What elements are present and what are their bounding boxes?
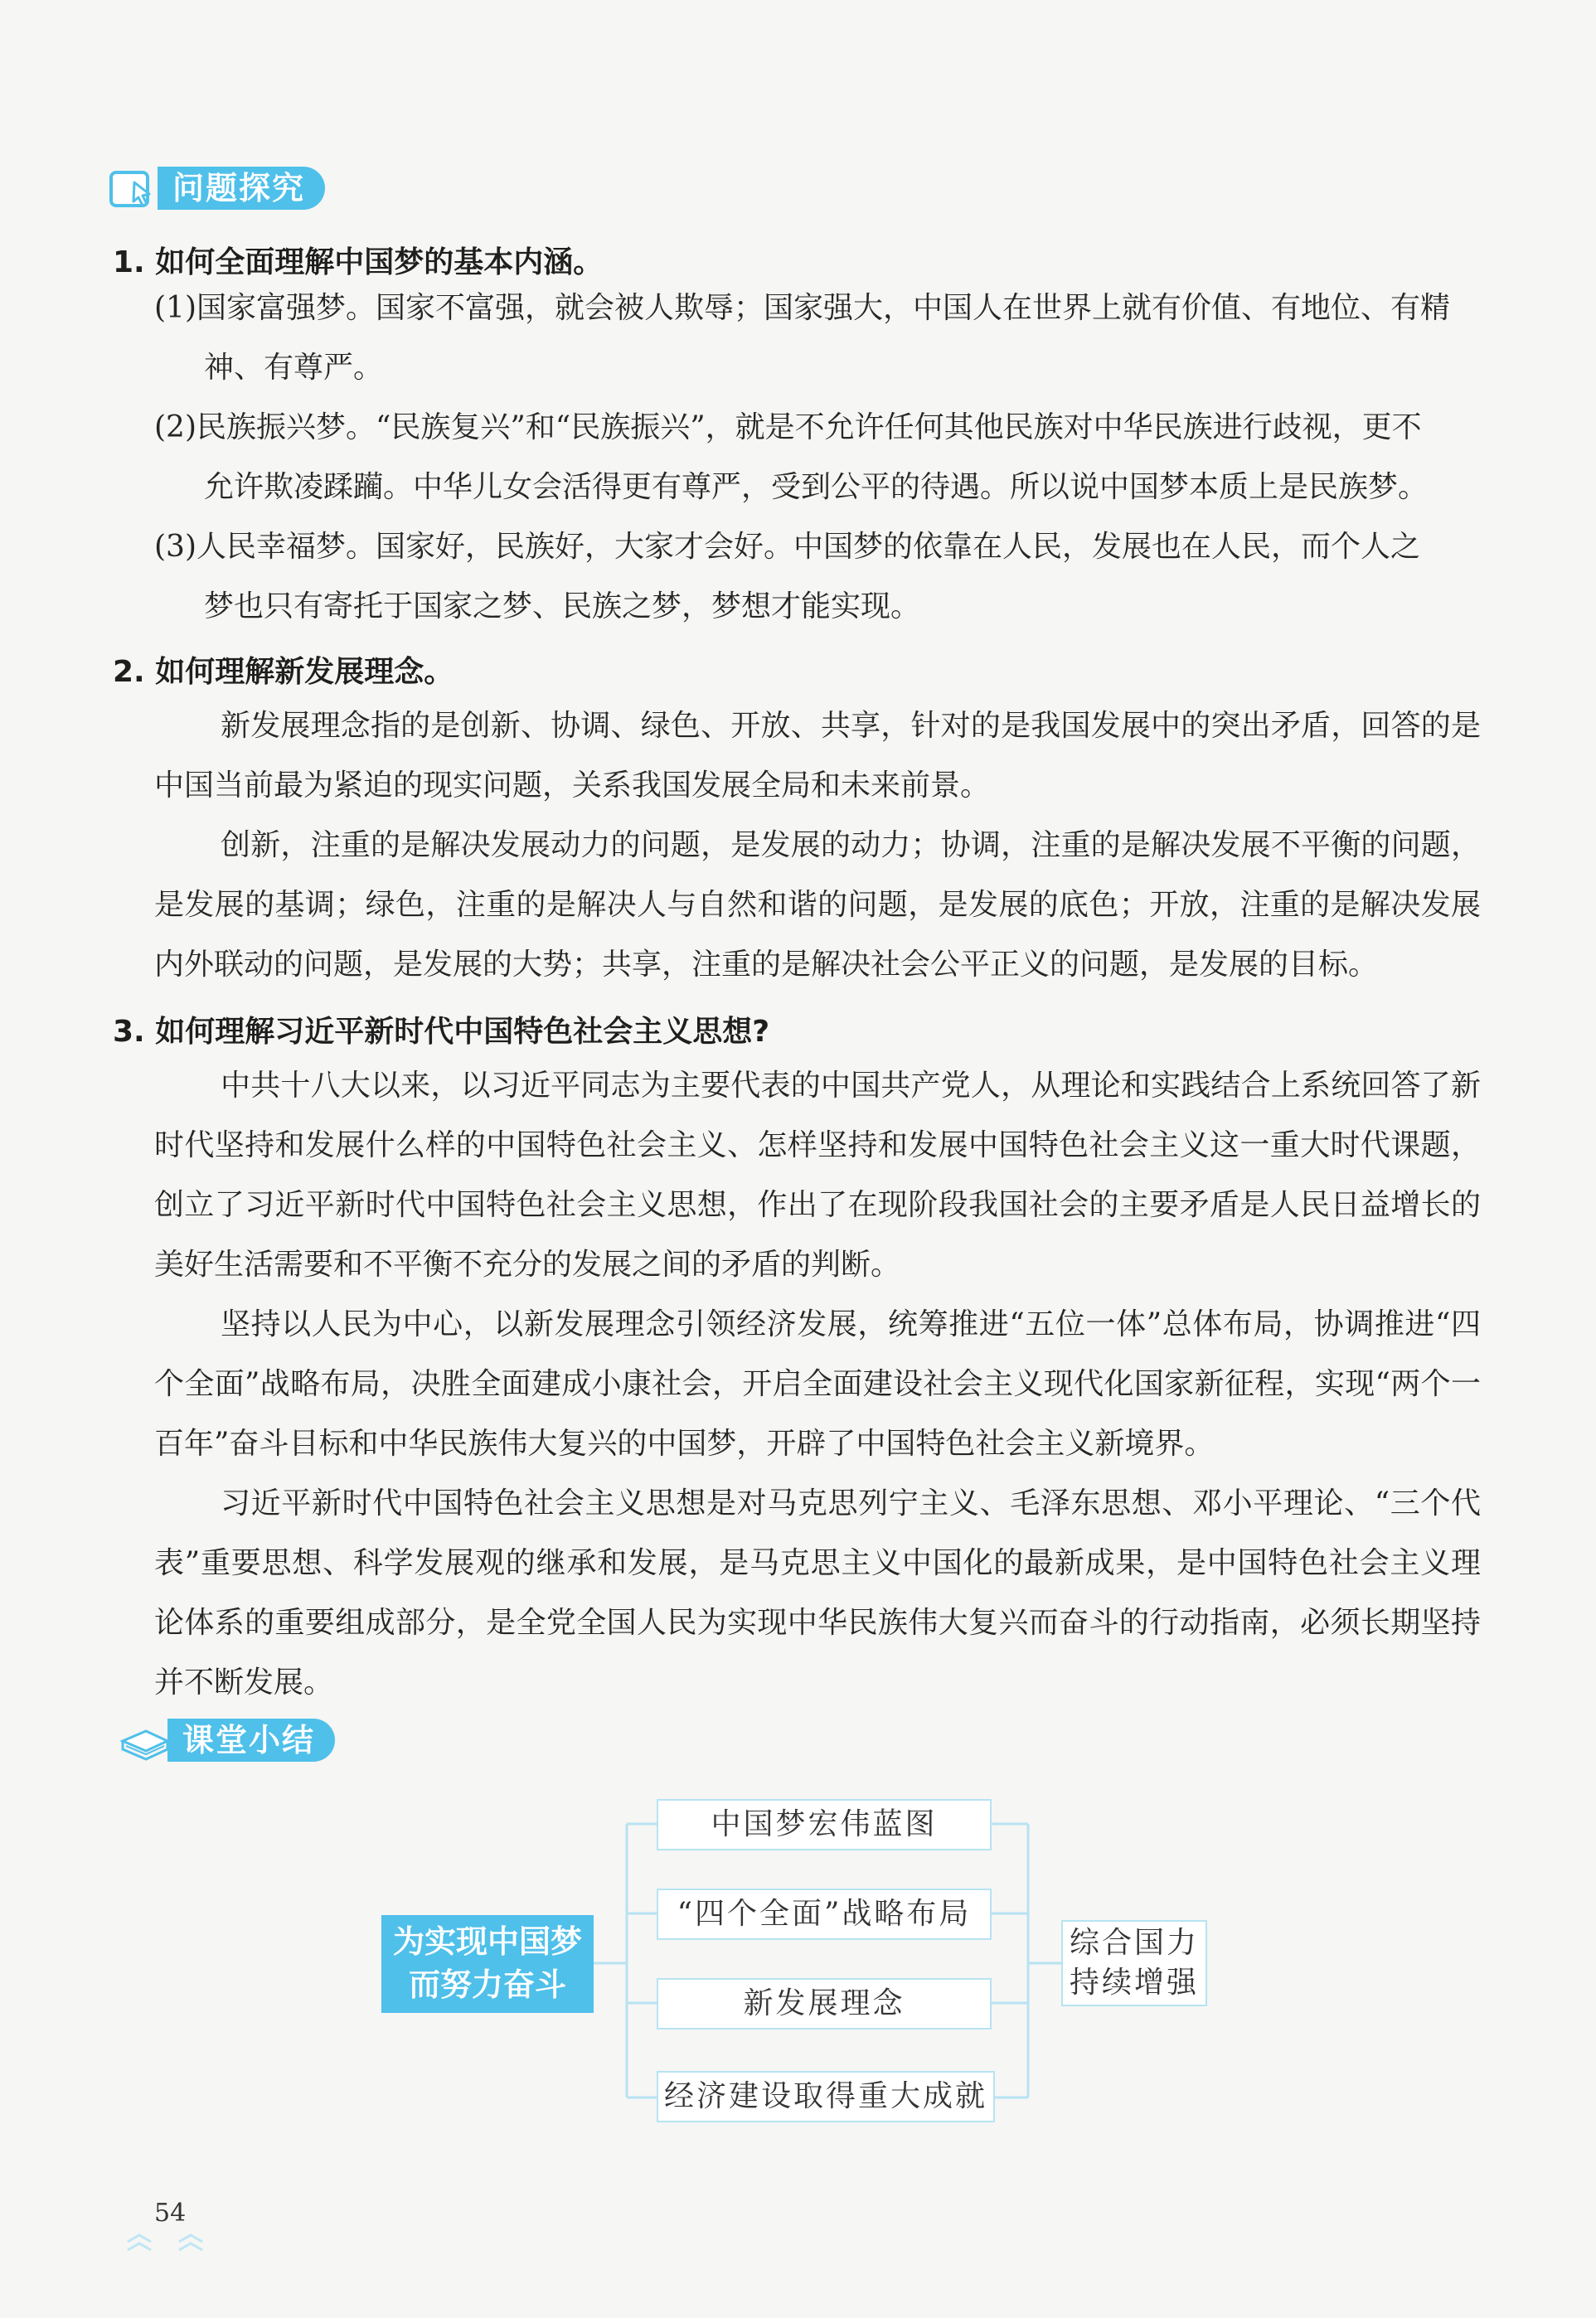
main-node-line: 为实现中国梦 [392,1923,582,1960]
diagram-result-node [1061,1920,1207,2006]
question-3-paragraph-2: 坚持以人民为中心，以新发展理念引领经济发展，统筹推进“五位一体”总体布局，协调推进“四个全面”战略布局，决胜全面建成小康社会，开启全面建设社会主义现代化国家新征程，实现“两个一百年”奋斗目标和中华民族伟大复兴的中国梦，开辟了中国特色社会主义新境界。 [154,1307,1481,1461]
item-line: (3)人民幸福梦。国家好，民族好，大家才会好。中国梦的依靠在人民，发展也在人民，而个人之 [154,530,1420,564]
result-node-line: 综合国力 [1069,1926,1199,1960]
question-2-paragraph-1: 新发展理念指的是创新、协调、绿色、开放、共享，针对的是我国发展中的突出矛盾，回答的是中国当前最为紧迫的现实问题，关系我国发展全局和未来前景。 [154,709,1481,803]
question-1-title: 1. 如何全面理解中国梦的基本内涵。 [113,245,604,279]
item-line: (1)国家富强梦。国家不富强，就会被人欺辱；国家强大，中国人在世界上就有价值、有地位、有精 [154,291,1450,325]
question-2-paragraph-2: 创新，注重的是解决发展动力的问题，是发展的动力；协调，注重的是解决发展不平衡的问题，是发展的基调；绿色，注重的是解决人与自然和谐的问题，是发展的底色；开放，注重的是解决发展内外联动的问题，是发展的大势；共享，注重的是解决社会公平正义的问题，是发展的目标。 [154,828,1481,982]
item-line: 梦也只有寄托于国家之梦、民族之梦，梦想才能实现。 [204,589,921,623]
question-3-paragraph-1: 中共十八大以来，以习近平同志为主要代表的中国共产党人，从理论和实践结合上系统回答了新时代坚持和发展什么样的中国特色社会主义、怎样坚持和发展中国特色社会主义这一重大时代课题，创立了习近平新时代中国特色社会主义思想，作出了在现阶段我国社会的主要矛盾是人民日益增长的美好生活需要和不平衡不充分的发展之间的矛盾的判断。 [154,1069,1481,1282]
item-line: 允许欺凌蹂躏。中华儿女会活得更有尊严，受到公平的待遇。所以说中国梦本质上是民族梦。 [204,470,1429,504]
question-3-title: 3. 如何理解习近平新时代中国特色社会主义思想? [113,1015,770,1049]
diagram-branch-4: 经济建设取得重大成就 [657,2071,995,2122]
diagram-main-node [381,1915,594,2013]
question-3-paragraph-3: 习近平新时代中国特色社会主义思想是对马克思列宁主义、毛泽东思想、邓小平理论、“三个代表”重要思想、科学发展观的继承和发展，是马克思主义中国化的最新成果，是中国特色社会主义理论体系的重要组成部分，是全党全国人民为实现中华民族伟大复兴而奋斗的行动指南，必须长期坚持并不断发展。 [154,1486,1481,1700]
diagram-branch-2: “四个全面”战略布局 [657,1889,992,1940]
wave-decoration-icon [124,2230,216,2255]
result-node-line: 持续增强 [1069,1966,1199,2000]
explore-section-title: 问题探究 [158,167,325,210]
item-line: (2)民族振兴梦。“民族复兴”和“民族振兴”，就是不允许任何其他民族对中华民族进行歧视，更不 [154,410,1422,444]
diagram-branch-1: 中国梦宏伟蓝图 [657,1799,992,1850]
main-node-line: 而努力奋斗 [408,1966,566,2003]
summary-section-title: 课堂小结 [167,1719,335,1762]
question-2-title: 2. 如何理解新发展理念。 [113,655,454,689]
diagram-branch-3: 新发展理念 [657,1978,992,2029]
page-number: 54 [154,2199,187,2228]
item-line: 神、有尊严。 [204,351,384,385]
